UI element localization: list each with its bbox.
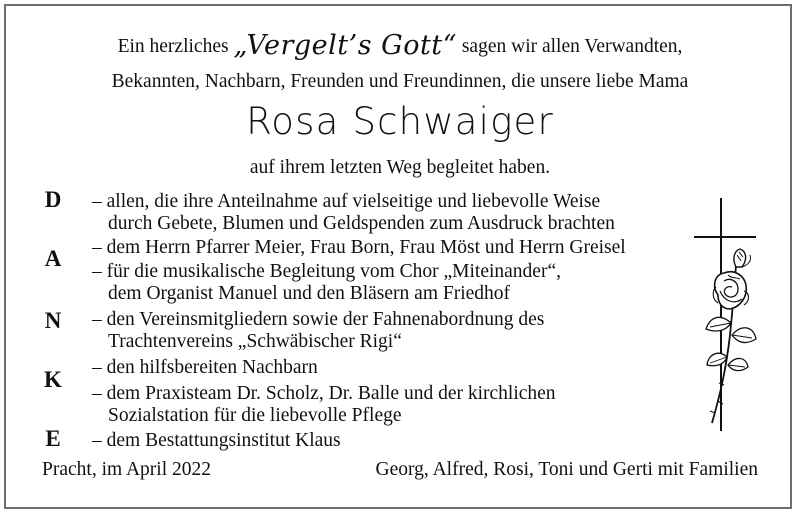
intro-line-2: Bekannten, Nachbarn, Freunden und Freundinnen, die unsere liebe Mama (111, 71, 689, 92)
intro-after: sagen wir allen Verwandten, (456, 36, 683, 57)
thanks-item-line: – allen, die ihre Anteilnahme auf vielseitige und liebevolle Weise (92, 191, 601, 212)
thanks-item-7 (92, 430, 341, 452)
intro-before: Ein herzliches (117, 36, 234, 57)
danke-letter-a: A (44, 246, 62, 271)
thanks-item-line: Sozialstation für die liebevolle Pflege (108, 405, 402, 426)
intro-line-3: auf ihrem letzten Weg begleitet haben. (249, 157, 551, 178)
thanks-item-line: – dem Herrn Pfarrer Meier, Frau Born, Frau Möst und Herrn Greisel (92, 237, 626, 258)
thanks-item-line: – dem Praxisteam Dr. Scholz, Dr. Balle und der kirchlichen (92, 383, 556, 404)
thanks-item-line: Trachtenvereins „Schwäbischer Rigi“ (108, 331, 402, 352)
danke-letter-k: K (44, 367, 62, 392)
thanks-item-line: – für die musikalische Begleitung vom Chor „Miteinander“, (92, 261, 561, 282)
cross-with-rose-icon (690, 195, 770, 435)
danke-letter-e: E (45, 426, 61, 451)
thanks-item-4 (92, 309, 544, 353)
deceased-name: Rosa Schwaiger (246, 100, 554, 143)
thanks-item-6 (92, 383, 556, 427)
intro-line-1 (0, 30, 800, 61)
place-date: Pracht, im April 2022 (42, 459, 211, 480)
danke-letter-n: N (44, 308, 62, 333)
danke-letter-d: D (44, 187, 62, 212)
vergelts-gott-phrase: „Vergelt’s Gott“ (233, 30, 457, 61)
thanks-item-line: – den hilfsbereiten Nachbarn (92, 357, 318, 378)
thanks-item-5 (92, 357, 318, 379)
thanks-item-line: – den Vereinsmitgliedern sowie der Fahnenabordnung des (92, 309, 545, 330)
thanks-item-1 (92, 191, 615, 235)
thanks-item-line: durch Gebete, Blumen und Geldspenden zum Ausdruck brachten (108, 213, 615, 234)
signature: Georg, Alfred, Rosi, Toni und Gerti mit Familien (375, 459, 758, 480)
thanks-item-line: – dem Bestattungsinstitut Klaus (92, 430, 341, 451)
thanks-item-2 (92, 237, 626, 259)
thanks-item-3 (92, 261, 561, 305)
thanks-item-line: dem Organist Manuel und den Bläsern am Friedhof (108, 283, 511, 304)
